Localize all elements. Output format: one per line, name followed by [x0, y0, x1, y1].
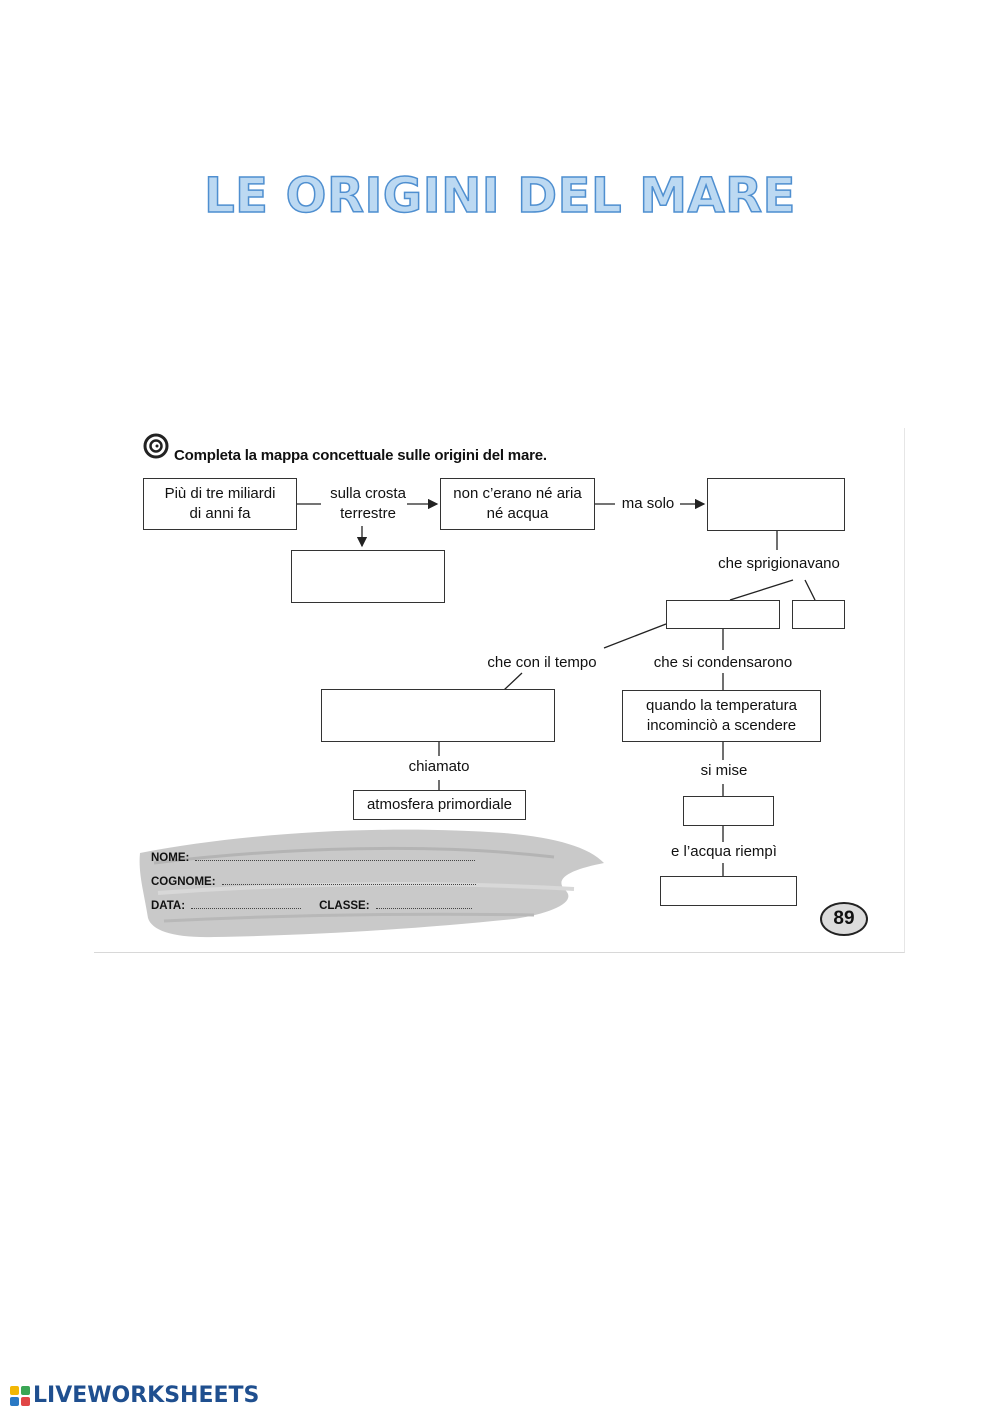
form-cognome-label: COGNOME:: [151, 876, 216, 888]
label-che-sprigionavano: che sprigionavano: [718, 555, 840, 572]
answer-box-piovere[interactable]: [683, 796, 774, 826]
worksheet: [94, 428, 905, 953]
answer-box-vapore[interactable]: [792, 600, 845, 629]
box-quando: quando la temperatura incominciò a scendere: [622, 690, 821, 742]
label-che-con-il-tempo: che con il tempo: [487, 654, 597, 671]
answer-box-involucro[interactable]: [321, 689, 555, 742]
page-title: LE ORIGINI DEL MARE: [204, 168, 796, 224]
answer-box-vulcani[interactable]: [707, 478, 845, 531]
form-nome-label: NOME:: [151, 852, 190, 864]
box-atmosfera: atmosfera primordiale: [353, 790, 526, 820]
label-chiamato: chiamato: [408, 758, 470, 775]
label-si-mise: si mise: [700, 762, 748, 779]
answer-box-crosta[interactable]: [291, 550, 445, 603]
label-che-si-condensarono: che si condensarono: [653, 654, 793, 671]
label-sulla-crosta: sulla crosta terrestre: [330, 485, 406, 522]
box-non-cerano: non c’erano né aria né acqua: [440, 478, 595, 530]
cognome-field[interactable]: [222, 874, 476, 885]
form-classe-label: CLASSE:: [319, 900, 370, 912]
answer-box-oceani[interactable]: [660, 876, 797, 906]
page-number-badge: 89: [820, 902, 868, 936]
data-field[interactable]: [191, 898, 301, 909]
instruction-text: Completa la mappa concettuale sulle origini del mare.: [174, 447, 547, 464]
form-cognome: [151, 874, 476, 888]
box-start: Più di tre miliardi di anni fa: [143, 478, 297, 530]
form-nome: [151, 850, 475, 864]
form-data-classe: [151, 898, 472, 912]
logo-icon: [10, 1386, 30, 1406]
answer-box-gas[interactable]: [666, 600, 780, 629]
logo-text: LIVEWORKSHEETS: [33, 1383, 260, 1408]
liveworksheets-logo[interactable]: [10, 1383, 259, 1408]
label-e-lacqua-riempi: e l’acqua riempì: [671, 843, 777, 860]
classe-field[interactable]: [376, 898, 472, 909]
spiral-icon: [142, 432, 170, 460]
nome-field[interactable]: [195, 850, 475, 861]
label-ma-solo: ma solo: [621, 495, 675, 512]
form-data-label: DATA:: [151, 900, 186, 912]
